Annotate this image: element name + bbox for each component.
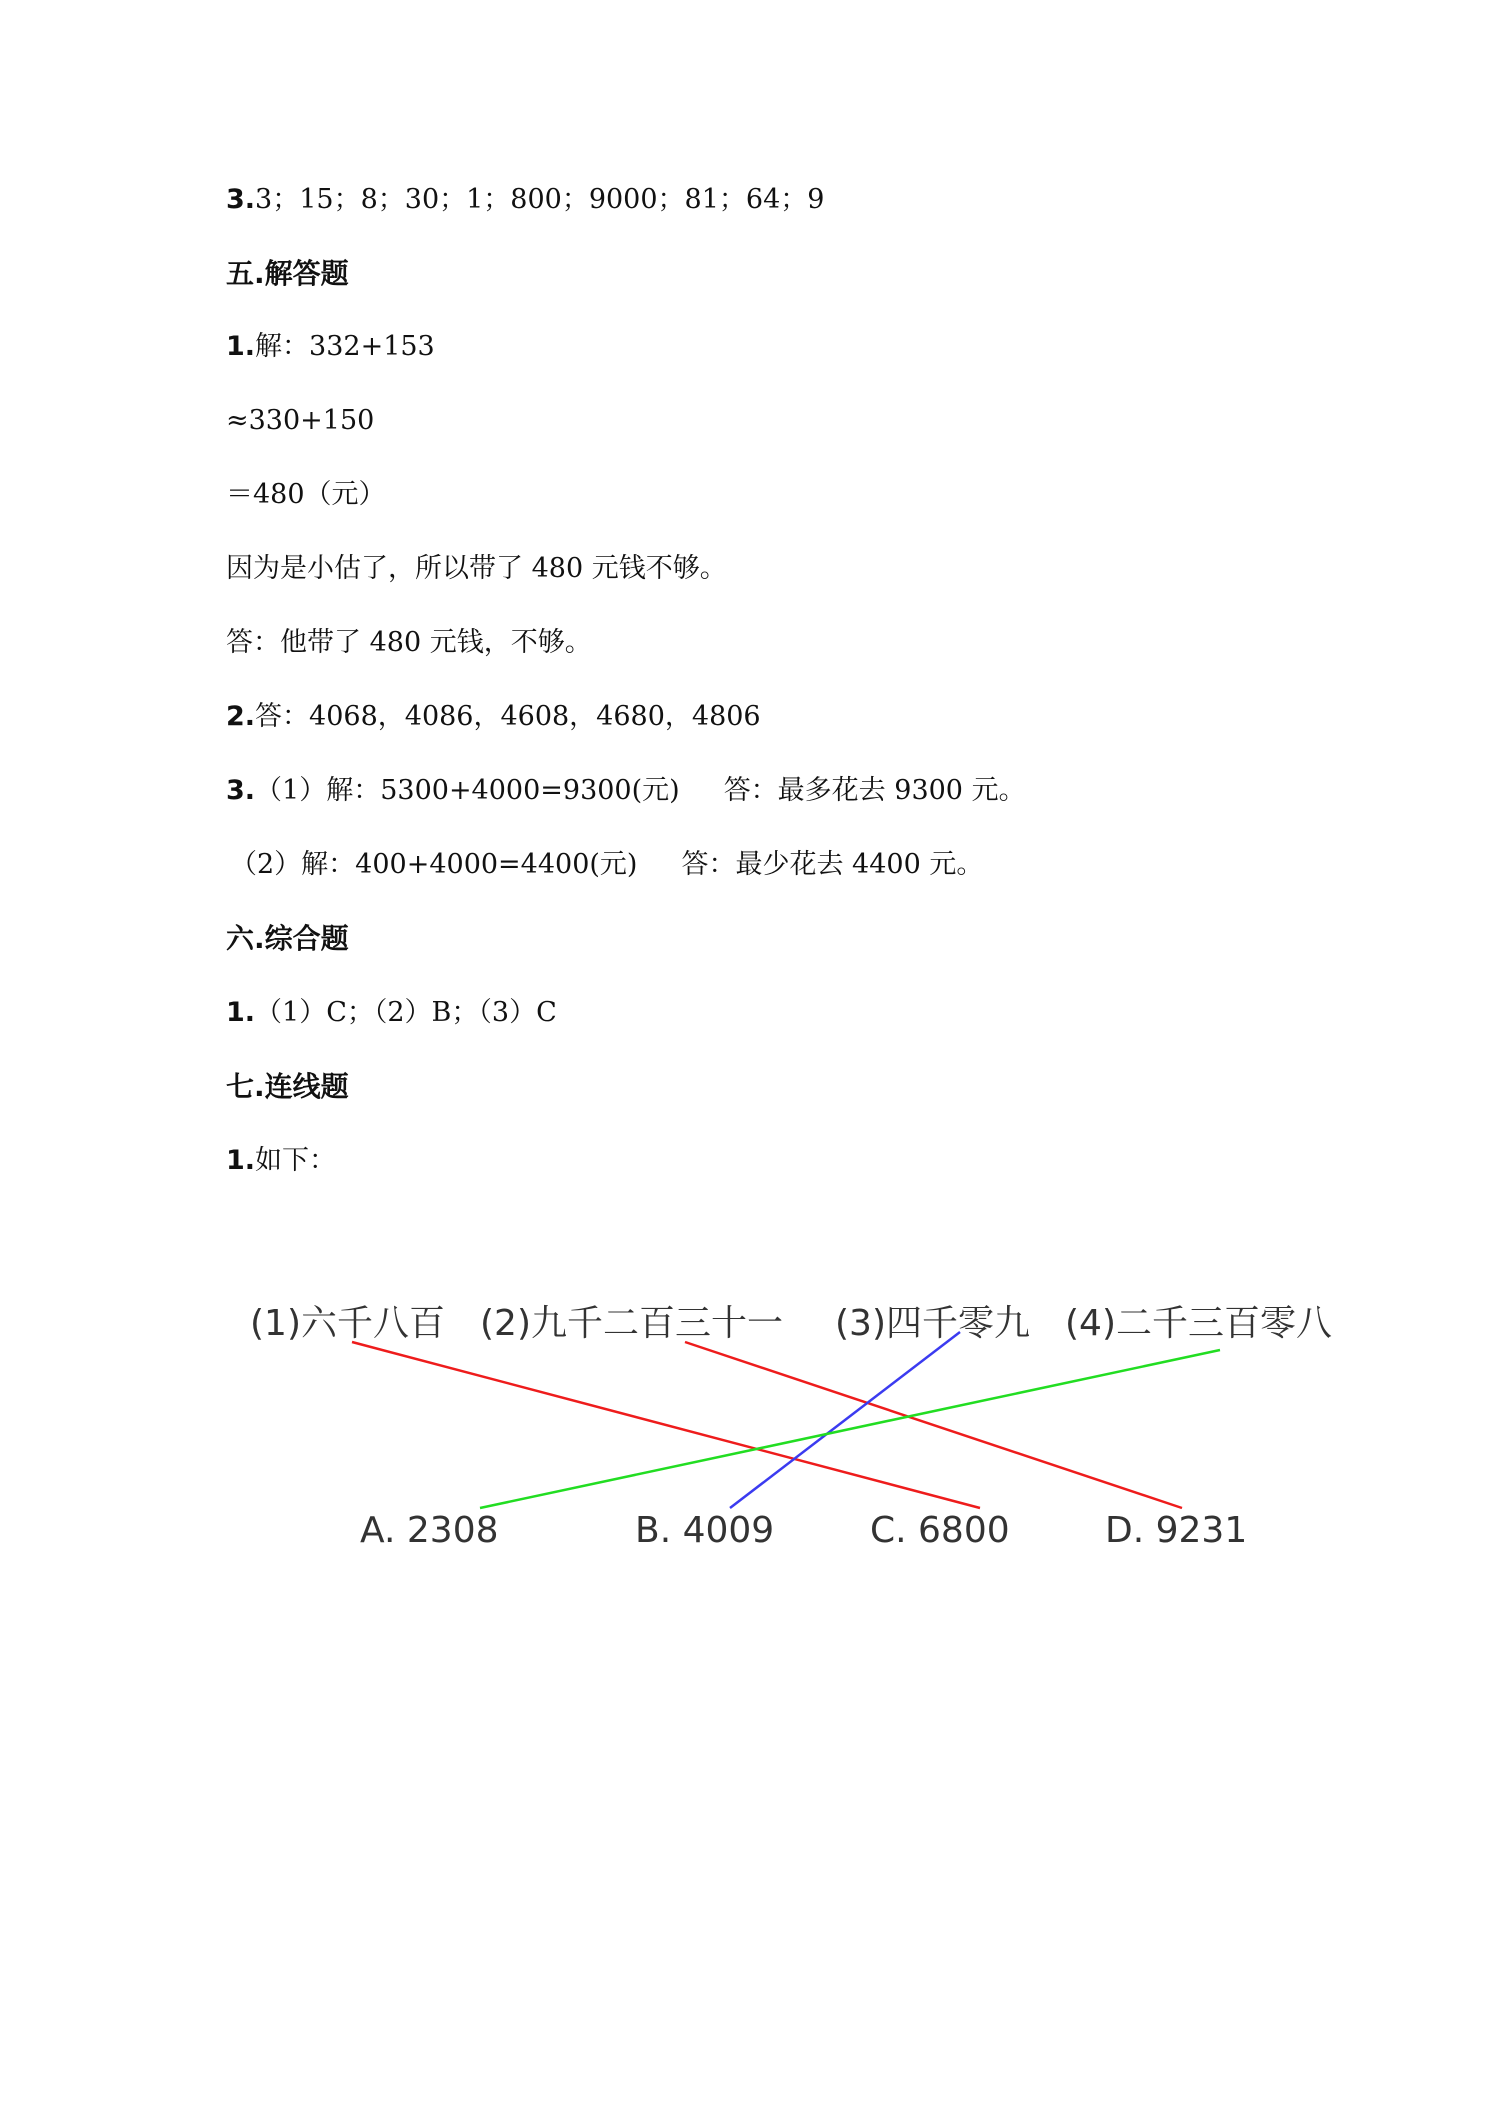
answer-text: （1）解：5300+4000=9300(元)	[255, 775, 680, 806]
item-number: 1.	[226, 997, 256, 1028]
answer-line-7-1	[226, 1144, 336, 1178]
top-item-2: (2)九千二百三十一	[480, 1303, 783, 1344]
item-number: 2.	[226, 701, 256, 732]
matching-diagram	[240, 1290, 1390, 1590]
answer-line-6-1	[226, 996, 557, 1030]
top-item-1: (1)六千八百	[250, 1303, 445, 1344]
answer-line-result: ＝480（元）	[226, 479, 386, 510]
bottom-item-b: B. 4009	[635, 1510, 775, 1551]
section-heading-5: 五.解答题	[226, 257, 349, 290]
answer-line-approx: ≈330+150	[226, 405, 375, 436]
answer-line-3-3	[226, 183, 824, 217]
answer-text: （2）解：400+4000=4400(元)	[230, 849, 638, 880]
answer-conclusion: 答：最少花去 4400 元。	[681, 849, 984, 880]
answer-text: 解：332+153	[255, 331, 435, 362]
answer-line-reason: 因为是小估了，所以带了 480 元钱不够。	[226, 553, 727, 584]
bottom-item-a: A. 2308	[360, 1510, 499, 1551]
item-number: 3.	[226, 775, 256, 806]
answer-line-5-3-2	[230, 848, 983, 882]
answer-line-conclusion: 答：他带了 480 元钱，不够。	[226, 627, 592, 658]
section-heading-7: 七.连线题	[226, 1070, 349, 1103]
answer-text: （1）C；（2）B；（3）C	[255, 997, 557, 1028]
bottom-item-d: D. 9231	[1105, 1510, 1248, 1551]
answer-line-5-1	[226, 330, 435, 364]
bottom-item-c: C. 6800	[870, 1510, 1010, 1551]
answer-text: 3；15；8；30；1；800；9000；81；64；9	[255, 184, 825, 215]
item-number: 1.	[226, 1145, 256, 1176]
connector-blue-3-b	[730, 1332, 960, 1508]
connector-red-2-d	[685, 1342, 1182, 1508]
item-number: 1.	[226, 331, 256, 362]
section-heading-6: 六.综合题	[226, 922, 349, 955]
answer-conclusion: 答：最多花去 9300 元。	[723, 775, 1026, 806]
answer-line-5-3-1	[226, 774, 1026, 808]
top-item-4: (4)二千三百零八	[1065, 1303, 1332, 1344]
answer-line-5-2	[226, 700, 761, 734]
item-number: 3.	[226, 184, 256, 215]
top-item-3: (3)四千零九	[835, 1303, 1030, 1344]
connector-red-1-c	[352, 1342, 980, 1508]
answer-text: 答：4068，4086，4608，4680，4806	[255, 701, 761, 732]
answer-text: 如下：	[255, 1145, 337, 1176]
matching-figure	[240, 1290, 1390, 1590]
